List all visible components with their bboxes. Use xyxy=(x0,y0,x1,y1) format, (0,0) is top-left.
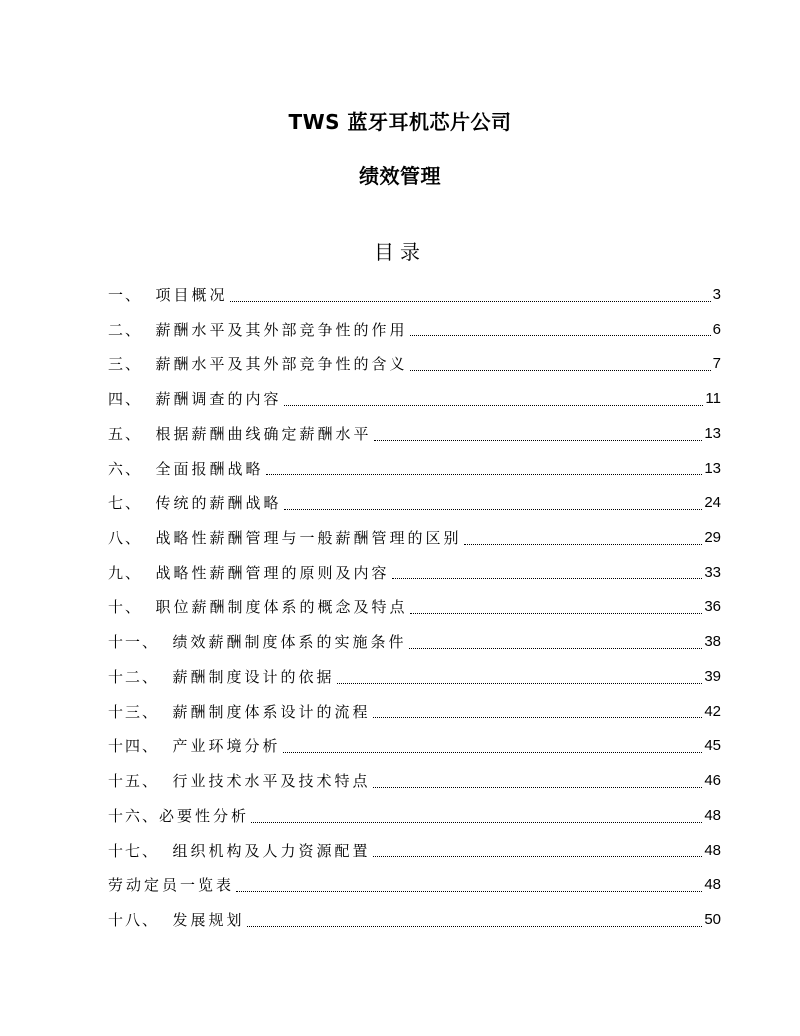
table-of-contents xyxy=(108,278,721,938)
toc-entry-page: 7 xyxy=(712,355,721,373)
toc-dot-leader xyxy=(410,613,703,614)
toc-entry-number: 三、 xyxy=(108,355,156,374)
toc-dot-leader xyxy=(284,509,703,510)
toc-dot-leader xyxy=(464,544,703,545)
toc-entry-title: 全面报酬战略 xyxy=(155,459,264,478)
toc-dot-leader xyxy=(410,335,711,336)
toc-entry-page: 48 xyxy=(704,876,721,894)
toc-entry[interactable] xyxy=(108,625,721,660)
toc-dot-leader xyxy=(410,370,711,371)
toc-entry-title: 战略性薪酬管理与一般薪酬管理的区别 xyxy=(155,529,462,548)
toc-entry-page: 24 xyxy=(704,494,721,512)
toc-entry-page: 33 xyxy=(704,563,721,581)
toc-entry[interactable] xyxy=(108,695,721,730)
toc-entry-title: 发展规划 xyxy=(172,910,245,929)
toc-dot-leader xyxy=(230,301,711,302)
toc-dot-leader xyxy=(373,856,703,857)
toc-entry[interactable] xyxy=(108,417,721,452)
toc-dot-leader xyxy=(373,717,703,718)
toc-entry-number: 十八、 xyxy=(108,910,173,929)
toc-dot-leader xyxy=(247,926,703,927)
toc-entry-number: 一、 xyxy=(108,286,156,304)
toc-entry-title: 战略性薪酬管理的原则及内容 xyxy=(155,563,390,582)
toc-entry-title: 薪酬水平及其外部竞争性的作用 xyxy=(155,320,408,339)
document-subtitle: 绩效管理 xyxy=(359,164,441,188)
toc-entry[interactable] xyxy=(108,313,721,348)
toc-entry-number: 十、 xyxy=(108,598,156,617)
toc-entry[interactable] xyxy=(108,834,721,869)
toc-entry-number: 九、 xyxy=(108,563,156,582)
toc-dot-leader xyxy=(236,891,702,892)
toc-dot-leader xyxy=(284,405,704,406)
toc-entry-page: 46 xyxy=(704,772,721,790)
toc-entry-title: 劳动定员一览表 xyxy=(108,876,235,895)
toc-entry-title: 行业技术水平及技术特点 xyxy=(172,772,371,791)
toc-entry-number: 八、 xyxy=(108,529,156,548)
toc-dot-leader xyxy=(373,787,703,788)
toc-entry-number: 十七、 xyxy=(108,841,173,860)
toc-dot-leader xyxy=(374,440,703,441)
toc-entry-page: 45 xyxy=(704,737,721,755)
toc-entry-title: 绩效薪酬制度体系的实施条件 xyxy=(172,633,407,652)
toc-entry-number: 十六、 xyxy=(108,806,160,825)
toc-entry[interactable] xyxy=(108,590,721,625)
toc-entry-page: 38 xyxy=(704,633,721,651)
toc-entry-number: 十四、 xyxy=(108,737,173,756)
toc-entry-title: 薪酬制度设计的依据 xyxy=(172,667,335,686)
toc-entry[interactable] xyxy=(108,799,721,834)
toc-entry-title: 薪酬调查的内容 xyxy=(155,390,282,409)
toc-entry-number: 十三、 xyxy=(108,702,173,721)
toc-entry-title: 必要性分析 xyxy=(159,806,250,825)
toc-dot-leader xyxy=(409,648,703,649)
toc-entry-title: 职位薪酬制度体系的概念及特点 xyxy=(155,598,408,617)
toc-entry[interactable] xyxy=(108,382,721,417)
toc-dot-leader xyxy=(266,474,703,475)
toc-entry[interactable] xyxy=(108,278,721,313)
toc-entry-page: 29 xyxy=(704,529,721,547)
toc-entry-page: 48 xyxy=(704,806,721,824)
toc-entry-page: 11 xyxy=(705,390,721,408)
toc-dot-leader xyxy=(392,578,703,579)
toc-entry-title: 组织机构及人力资源配置 xyxy=(172,841,371,860)
toc-entry-number: 二、 xyxy=(108,320,156,339)
toc-entry[interactable] xyxy=(108,764,721,799)
toc-entry-title: 薪酬制度体系设计的流程 xyxy=(172,702,371,721)
toc-entry-number: 十一、 xyxy=(108,633,173,652)
toc-entry-page: 42 xyxy=(704,702,721,720)
toc-dot-leader xyxy=(337,683,703,684)
toc-entry-page: 13 xyxy=(704,459,721,477)
toc-entry[interactable] xyxy=(108,347,721,382)
toc-entry-number: 六、 xyxy=(108,459,156,478)
toc-entry-title: 项目概况 xyxy=(155,286,228,304)
toc-entry-page: 13 xyxy=(704,424,721,442)
toc-entry[interactable] xyxy=(108,868,721,903)
toc-entry-title: 根据薪酬曲线确定薪酬水平 xyxy=(155,424,372,443)
toc-entry-title: 传统的薪酬战略 xyxy=(155,494,282,513)
toc-entry-page: 3 xyxy=(712,286,721,303)
toc-dot-leader xyxy=(283,752,703,753)
toc-entry-number: 五、 xyxy=(108,424,156,443)
toc-entry-number: 七、 xyxy=(108,494,156,513)
toc-dot-leader xyxy=(251,822,702,823)
toc-entry-title: 产业环境分析 xyxy=(172,737,281,756)
toc-entry[interactable] xyxy=(108,452,721,487)
toc-entry-number: 四、 xyxy=(108,390,156,409)
toc-entry[interactable] xyxy=(108,660,721,695)
toc-entry[interactable] xyxy=(108,729,721,764)
toc-entry[interactable] xyxy=(108,556,721,591)
toc-entry[interactable] xyxy=(108,903,721,938)
toc-entry-page: 50 xyxy=(704,910,721,928)
document-title: TWS 蓝牙耳机芯片公司 xyxy=(288,110,512,134)
toc-entry-title: 薪酬水平及其外部竞争性的含义 xyxy=(155,355,408,374)
toc-entry-page: 48 xyxy=(704,841,721,859)
toc-entry-number: 十二、 xyxy=(108,667,173,686)
toc-entry[interactable] xyxy=(108,486,721,521)
toc-entry[interactable] xyxy=(108,521,721,556)
toc-entry-page: 39 xyxy=(704,667,721,685)
toc-entry-number: 十五、 xyxy=(108,772,173,791)
toc-entry-page: 36 xyxy=(704,598,721,616)
toc-entry-page: 6 xyxy=(712,320,721,338)
toc-heading: 目录 xyxy=(374,240,426,264)
